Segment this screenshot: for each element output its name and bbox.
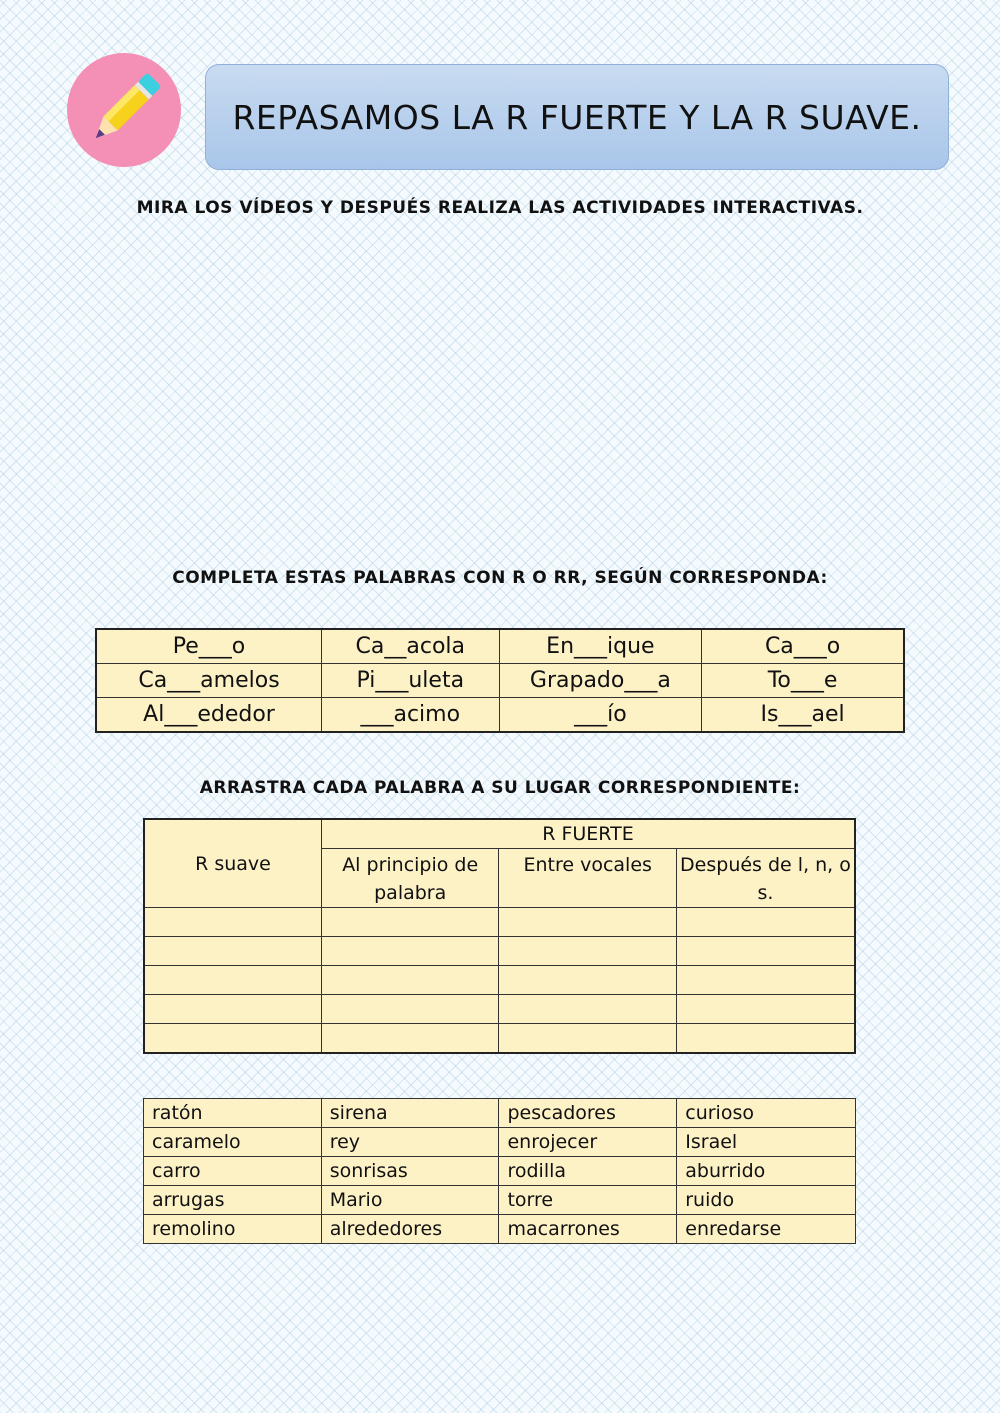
draggable-word[interactable]: Israel [677, 1128, 856, 1157]
word-cell[interactable]: En___ique [499, 629, 702, 664]
drop-slot[interactable] [676, 1024, 855, 1054]
drop-slot[interactable] [144, 937, 321, 966]
word-cell[interactable]: Ca___o [702, 629, 904, 664]
draggable-word[interactable]: ratón [144, 1099, 322, 1128]
page-title: REPASAMOS LA R FUERTE Y LA R SUAVE. [232, 97, 922, 137]
drop-slot[interactable] [144, 908, 321, 937]
word-cell[interactable]: Pe___o [96, 629, 321, 664]
word-cell[interactable]: Al___ededor [96, 698, 321, 733]
drop-row [144, 937, 855, 966]
drop-slot[interactable] [499, 966, 676, 995]
word-cell[interactable]: Is___ael [702, 698, 904, 733]
table-header-row [144, 819, 855, 849]
drop-slot[interactable] [321, 908, 499, 937]
pencil-logo [67, 53, 181, 167]
table-row [96, 698, 904, 733]
table-row [144, 1128, 856, 1157]
drop-slot[interactable] [321, 1024, 499, 1054]
drop-slot[interactable] [676, 937, 855, 966]
drop-slot[interactable] [676, 995, 855, 1024]
drop-slot[interactable] [321, 966, 499, 995]
draggable-word[interactable]: alrededores [321, 1215, 499, 1244]
word-cell[interactable]: Ca__acola [321, 629, 499, 664]
header-despues: Después de l, n, o s. [676, 849, 855, 908]
drop-slot[interactable] [676, 908, 855, 937]
draggable-word[interactable]: torre [499, 1186, 677, 1215]
drop-slot[interactable] [321, 995, 499, 1024]
draggable-word[interactable]: rey [321, 1128, 499, 1157]
draggable-word[interactable]: sonrisas [321, 1157, 499, 1186]
draggable-word[interactable]: sirena [321, 1099, 499, 1128]
draggable-word[interactable]: rodilla [499, 1157, 677, 1186]
drop-row [144, 995, 855, 1024]
table-row [144, 1186, 856, 1215]
drop-slot[interactable] [499, 908, 676, 937]
header-principio: Al principio de palabra [321, 849, 499, 908]
draggable-word[interactable]: Mario [321, 1186, 499, 1215]
draggable-word[interactable]: remolino [144, 1215, 322, 1244]
draggable-word[interactable]: caramelo [144, 1128, 322, 1157]
word-bank-table [143, 1098, 856, 1244]
word-cell[interactable]: To___e [702, 664, 904, 698]
drop-slot[interactable] [499, 1024, 676, 1054]
drop-slot[interactable] [499, 995, 676, 1024]
drop-slot[interactable] [144, 1024, 321, 1054]
drop-slot[interactable] [499, 937, 676, 966]
pencil-icon [67, 53, 181, 167]
drop-row [144, 1024, 855, 1054]
draggable-word[interactable]: curioso [677, 1099, 856, 1128]
drop-slot[interactable] [321, 937, 499, 966]
table-row [144, 1099, 856, 1128]
sort-table [143, 818, 856, 1054]
draggable-word[interactable]: pescadores [499, 1099, 677, 1128]
draggable-word[interactable]: carro [144, 1157, 322, 1186]
drag-instruction: ARRASTRA CADA PALABRA A SU LUGAR CORRESPONDIENTE: [199, 778, 801, 798]
table-row [96, 664, 904, 698]
word-cell[interactable]: Grapado___a [499, 664, 702, 698]
draggable-word[interactable]: enredarse [677, 1215, 856, 1244]
complete-instruction: COMPLETA ESTAS PALABRAS CON R O RR, SEGÚN CORRESPONDA: [172, 568, 828, 588]
drop-row [144, 966, 855, 995]
videos-instruction: MIRA LOS VÍDEOS Y DESPUÉS REALIZA LAS ACTIVIDADES INTERACTIVAS. [136, 198, 864, 218]
word-cell[interactable]: ___acimo [321, 698, 499, 733]
fill-words-table [95, 628, 905, 733]
draggable-word[interactable]: arrugas [144, 1186, 322, 1215]
draggable-word[interactable]: ruido [677, 1186, 856, 1215]
header-vocales: Entre vocales [499, 849, 676, 908]
drop-slot[interactable] [144, 995, 321, 1024]
table-row [96, 629, 904, 664]
word-cell[interactable]: Pi___uleta [321, 664, 499, 698]
word-cell[interactable]: ___ío [499, 698, 702, 733]
title-banner [205, 64, 949, 170]
drop-slot[interactable] [144, 966, 321, 995]
table-row [144, 1157, 856, 1186]
header-r-suave: R suave [144, 819, 321, 908]
draggable-word[interactable]: macarrones [499, 1215, 677, 1244]
draggable-word[interactable]: aburrido [677, 1157, 856, 1186]
drop-row [144, 908, 855, 937]
draggable-word[interactable]: enrojecer [499, 1128, 677, 1157]
header-r-fuerte: R FUERTE [321, 819, 855, 849]
drop-slot[interactable] [676, 966, 855, 995]
word-cell[interactable]: Ca___amelos [96, 664, 321, 698]
table-row [144, 1215, 856, 1244]
